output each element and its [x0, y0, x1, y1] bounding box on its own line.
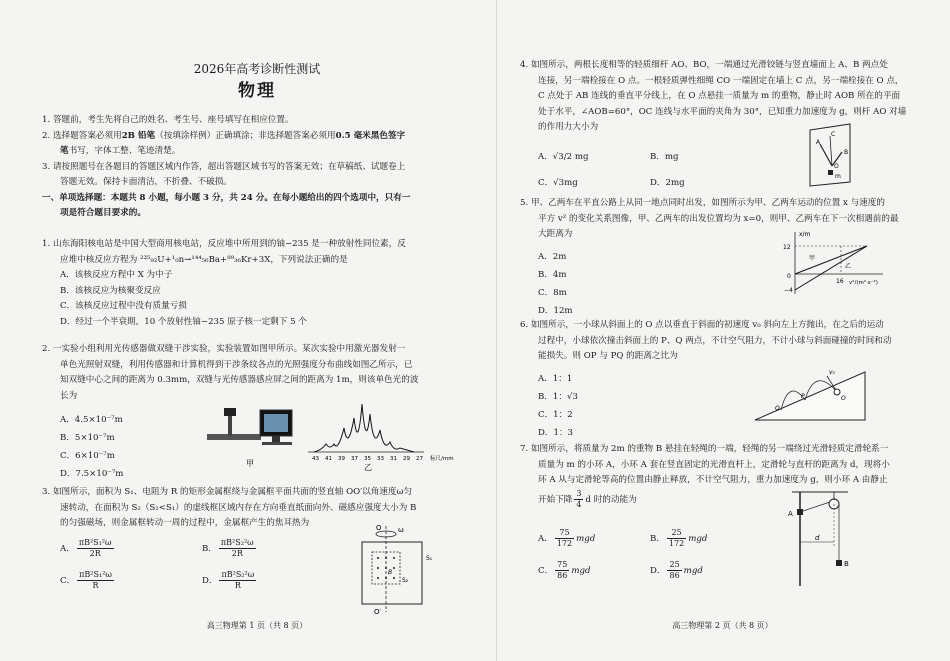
figure-label-yi: 乙	[364, 463, 372, 472]
q7-stem-2: 质量为 m 的小环 A，小环 A 套在竖直固定的光滑直杆上，定滑轮与直杆的距离为 d，现将小	[538, 459, 890, 470]
rope-to-ring	[800, 502, 830, 512]
q2-figure-apparatus	[202, 404, 302, 470]
q1-stem-cont: 应堆中核反应方程为 ²³⁵₉₂U+¹₀n→¹⁴⁴₅₆Ba+⁸⁹₃₆Kr+3X，下列说法正确的是	[60, 254, 348, 265]
q3-option-b[interactable]: B． $\frac{\text{πB²S₂²ω}}{2R}$	[202, 538, 254, 558]
q6-option-b[interactable]: B．1：√3	[538, 392, 578, 402]
q3-stem-2: 速转动，在面积为 S₂（S₂<S₁）的虚线框区域内存在方向垂直纸面向外、磁感应强度大小为 B	[60, 502, 417, 513]
axis-tick-label: 29	[403, 456, 410, 462]
q1-option-c[interactable]: C．该核反应过程中没有质量亏损	[60, 301, 187, 311]
axis-tick-label: 41	[325, 456, 332, 462]
monitor-stand	[272, 436, 280, 442]
y-tick-12: 12	[783, 244, 791, 251]
q2-option-c[interactable]: C．6×10⁻⁷m	[60, 451, 115, 461]
weight	[828, 170, 833, 175]
notice-1: 1. 答题前，考生先将自己的姓名、考生号、座号填写在相应位置。	[42, 115, 294, 125]
q4-option-a[interactable]: A．√3/2 mg	[538, 152, 589, 162]
q7-stem-4: 开始下降 $\frac{3}{4}$ d 时的动能为	[538, 488, 637, 509]
q6-option-d[interactable]: D．1：3	[538, 428, 574, 438]
label-B: B	[844, 149, 849, 156]
q4-stem-2: 连接，另一端栓接在 O 点。一根轻质弹性细绳 CO 一端固定在墙上 C 点，另一端栓接在 O 点，	[538, 75, 904, 86]
q4-option-b[interactable]: B．mg	[650, 152, 679, 162]
question-3: 3. 如图所示，面积为 S₁、电阻为 R 的矩形金属框绕与金属框平面共面的竖直轴 OO′以角速度ω匀 速转动，在面积为 S₂（S₂<S₁）的虚线框区域内存在方向垂直纸面向外、磁感应强度大小为 B 的匀强磁场，则金属框转动一周的过程中，金属框产生的焦耳热为	[42, 485, 472, 532]
x-label: v²/(m²·s⁻²)	[849, 280, 878, 286]
label-O: O	[841, 395, 846, 402]
ball	[834, 389, 840, 395]
label-O-prime: O′	[374, 608, 382, 616]
q2-option-b[interactable]: B．5×10⁻⁷m	[60, 433, 115, 443]
axis-tick-label: 37	[351, 456, 358, 462]
q5-graph	[765, 228, 890, 300]
label-d: d	[815, 534, 820, 542]
cord-CO	[830, 136, 832, 166]
left-page	[42, 0, 472, 661]
axis-tick-label: 35	[364, 456, 371, 462]
q1-stem: 山东海阳核电站是中国大型商用核电站，反应堆中所用到的铀−235 是一种放射性同位素，反	[52, 239, 406, 249]
q3-figure	[342, 520, 452, 616]
origin-label: 0	[787, 273, 791, 280]
section-heading: 一、单项选择题：本题共 8 小题，每小题 3 分，共 24 分。在每小题给出的四个选项中，只有一	[42, 192, 411, 203]
monitor-screen	[264, 414, 288, 432]
label-O: O	[834, 163, 839, 170]
label-S2: S₂	[402, 577, 409, 584]
y-label: x/m	[799, 231, 811, 238]
q5-stem: 甲、乙两车在平直公路上从同一地点同时出发，如图所示为甲、乙两车运动的位置 x 与速度的	[530, 198, 885, 208]
optical-bench	[207, 434, 261, 440]
q2-option-d[interactable]: D．7.5×10⁻⁷m	[60, 469, 124, 479]
q5-option-c[interactable]: C．8m	[538, 288, 567, 298]
q6-stem: 如图所示，一小球从斜面上的 O 点以垂直于斜面的初速度 v₀ 斜向左上方抛出，在之后的运动	[530, 320, 884, 330]
notices	[42, 113, 472, 222]
incline	[755, 372, 865, 420]
axis-tick-label: 31	[390, 456, 397, 462]
question-7: 7. 如图所示，将质量为 2m 的重物 B 悬挂在轻绳的一端，轻绳的另一端绕过光滑轻质定滑轮系一 质量为 m 的小环 A，小环 A 套在竖直固定的光滑直杆上，定滑轮与直杆的距离为 d，现将小 环 A 从与定滑轮等高的位置由静止释放，不计空气阻力，重力加速度为 g，则小环 A 由静止 开始下降 $\frac{3}{4}$ d 时的动能为	[520, 442, 925, 510]
q5-stem-2: 平方 v² 的变化关系图像，甲、乙两车的出发位置均为 x=0，则甲、乙两车在下一次相遇前的最	[538, 213, 899, 224]
q5-option-b[interactable]: B．4m	[538, 270, 567, 280]
question-5: 5. 甲、乙两车在平直公路上从同一地点同时出发，如图所示为甲、乙两车运动的位置 x 与速度的 平方 v² 的变化关系图像，甲、乙两车的出发位置均为 x=0，则甲、乙两车在下一次相遇前的最 大距离为	[520, 196, 925, 243]
subject-title: 物理	[238, 81, 276, 101]
monitor-base	[262, 442, 292, 445]
q3-option-a[interactable]: A． $\frac{\text{πB²S₁²ω}}{2R}$	[60, 538, 112, 558]
q2-option-a[interactable]: A．4.5×10⁻⁷m	[60, 415, 123, 425]
label-A: A	[816, 139, 821, 146]
q5-stem-3: 大距离为	[538, 229, 573, 239]
label-Q: Q	[775, 405, 780, 412]
axis-tick-label: 39	[338, 456, 345, 462]
q4-option-d[interactable]: D．2mg	[650, 178, 685, 188]
label-m: m	[835, 173, 841, 180]
q7-figure	[782, 486, 852, 590]
label-A: A	[788, 510, 793, 518]
q4-stem-5: 的作用力大小为	[538, 122, 599, 132]
axis-tick-label: 27	[416, 456, 423, 462]
weight-B	[836, 560, 842, 566]
q5-option-d[interactable]: D．12m	[538, 306, 573, 316]
question-1: 1. 山东海阳核电站是中国大型商用核电站，反应堆中所用到的铀−235 是一种放射性同位素，反 应堆中核反应方程为 ²³⁵₉₂U+¹₀n→¹⁴⁴₅₆Ba+⁸⁹₃₆Kr+3X，下列说法正确的是 A．该核反应方程中 X 为中子 B．该核反应为核聚变反应 C．该核反应过程中没有质量亏损 D．经过一个半衰期，10 个放射性铀−235 原子核一定剩下 5 个	[42, 237, 472, 330]
q2-figure-intensity	[304, 400, 472, 472]
question-2: 2. 一实验小组利用光传感器做双缝干涉实验，实验装置如图甲所示。某次实验中用激光器发射一 单色光照射双缝，利用传感器和计算机得到干涉条纹各点的光照强度分布曲线如图乙所示，已 知双缝中心之间的距离为 0.3mm，双缝与光传感器感应屏之间的距离为 1m，则该单色光的波 长为	[42, 342, 472, 404]
label-P: P	[801, 393, 805, 400]
q3-stem-3: 的匀强磁场，则金属框转动一周的过程中，金属框产生的焦耳热为	[60, 518, 310, 528]
question-4: 4. 如图所示，两根长度相等的轻质细杆 AO、BO，一端通过光滑铰链与竖直墙面上 A、B 两点处 连接，另一端栓接在 O 点。一根轻质弹性细绳 CO 一端固定在墙上 C 点，另一端栓接在 O 点， C 点处于 AB 连线的垂直平分线上，在 O 点悬挂一质量为 m 的重物，静止时 AOB 所在的平面 处于水平，∠AOB=60°，OC 连线与水平面的夹角为 30°，已知重力加速度为 g，则杆 AO 对墙 的作用力大小为	[520, 58, 925, 136]
figure-label-jia: 甲	[246, 459, 254, 468]
q7-option-c[interactable]: C． $\frac{75}{86}$ mgd	[538, 560, 591, 580]
q1-option-d[interactable]: D．经过一个半衰期，10 个放射性铀−235 原子核一定剩下 5 个	[60, 316, 307, 327]
q7-option-b[interactable]: B． $\frac{25}{172}$ mgd	[650, 528, 708, 548]
q6-stem-3: 能损失。则 OP 与 PQ 的距离之比为	[538, 351, 678, 361]
q6-option-c[interactable]: C．1：2	[538, 410, 573, 420]
q6-option-a[interactable]: A．1：1	[538, 374, 573, 384]
q4-stem-4: 处于水平，∠AOB=60°，OC 连线与水平面的夹角为 30°，已知重力加速度为 g，则杆 AO 对墙	[538, 106, 907, 117]
notice-2: 2. 选择题答案必须用2B 铅笔（按填涂样例）正确填涂；非选择题答案必须用0.5 毫米黑色签字	[42, 130, 406, 141]
q7-stem: 如图所示，将质量为 2m 的重物 B 悬挂在轻绳的一端，轻绳的另一端绕过光滑轻质定滑轮系一	[530, 444, 889, 454]
q3-option-d[interactable]: D． $\frac{\text{πB²S₂²ω}}{R}$	[202, 570, 255, 590]
q2-stem-2: 单色光照射双缝，利用传感器和计算机得到干涉条纹各点的光照强度分布曲线如图乙所示，已	[60, 359, 413, 370]
notice-3-cont: 答题无效。保持卡面清洁，不折叠、不破损。	[60, 177, 232, 187]
laser	[224, 408, 236, 416]
label-v0: v₀	[829, 369, 835, 376]
axis-unit: 标尺/mm	[430, 456, 454, 462]
q6-stem-2: 过程中，小球依次撞击斜面上的 P、Q 两点，不计空气阻力，不计小球与斜面碰撞的时间和动	[538, 335, 892, 346]
label-O: O	[376, 524, 382, 532]
label-B: B	[844, 560, 849, 568]
label-C: C	[831, 131, 836, 138]
q6-figure	[745, 364, 875, 426]
q5-option-a[interactable]: A．2m	[538, 252, 567, 262]
q1-option-b[interactable]: B．该核反应为核聚变反应	[60, 285, 161, 296]
axis-ticks	[312, 456, 423, 462]
axis-tick-label: 33	[377, 456, 384, 462]
q7-option-d[interactable]: D． $\frac{25}{86}$ mgd	[650, 560, 703, 580]
axis-tick-label: 43	[312, 456, 319, 462]
q7-stem-3: 环 A 从与定滑轮等高的位置由静止释放，不计空气阻力，重力加速度为 g，则小环 A 由静止	[538, 475, 888, 485]
notice-2-cont: 笔书写，字体工整、笔迹清楚。	[60, 146, 181, 156]
label-omega: ω	[398, 526, 404, 534]
q7-option-a[interactable]: A． $\frac{75}{172}$ mgd	[538, 528, 596, 548]
intensity-curve	[314, 404, 414, 452]
q2-stem-4: 长为	[60, 390, 78, 401]
q3-stem: 如图所示，面积为 S₁、电阻为 R 的矩形金属框绕与金属框平面共面的竖直轴 OO′以角速度ω匀	[52, 487, 413, 497]
line-jia	[795, 246, 867, 274]
q2-stem: 一实验小组利用光传感器做双缝干涉实验，实验装置如图甲所示。某次实验中用激光器发射一	[52, 344, 406, 354]
right-page	[520, 0, 925, 661]
label-yi: 乙	[845, 263, 852, 270]
page-fold	[496, 0, 497, 661]
ring-A	[797, 509, 803, 515]
label-B: B	[388, 569, 393, 576]
section-heading-cont: 项是符合题目要求的。	[60, 208, 146, 218]
exam-title: 2026年高考诊断性测试	[193, 62, 321, 76]
q3-option-c[interactable]: C． $\frac{\text{πB²S₁²ω}}{R}$	[60, 570, 112, 590]
notice-3: 3. 请按照题号在各题目的答题区域内作答，超出答题区域书写的答案无效；在草稿纸、试题卷上	[42, 161, 406, 172]
page-1-footer: 高三物理第 1 页（共 8 页）	[206, 621, 308, 630]
x-tick-16: 16	[836, 278, 844, 285]
field-dots	[377, 557, 395, 579]
y-tick-neg4: −4	[784, 287, 793, 294]
q2-stem-3: 知双缝中心之间的距离为 0.3mm，双缝与光传感器感应屏之间的距离为 1m，则该单色光的波	[60, 375, 419, 385]
q4-figure	[800, 122, 870, 188]
q1-option-a[interactable]: A．该核反应方程中 X 为中子	[60, 270, 173, 280]
q4-stem: 如图所示，两根长度相等的轻质细杆 AO、BO，一端通过光滑铰链与竖直墙面上 A、B 两点处	[530, 60, 888, 70]
label-S1: S₁	[426, 555, 433, 562]
q4-option-c[interactable]: C．√3mg	[538, 178, 578, 188]
page-2-footer: 高三物理第 2 页（共 8 页）	[672, 621, 773, 630]
q4-stem-3: C 点处于 AB 连线的垂直平分线上，在 O 点悬挂一质量为 m 的重物，静止时 AOB 所在的平面	[538, 91, 901, 101]
rod-AO	[820, 144, 832, 166]
question-6: 6. 如图所示，一小球从斜面上的 O 点以垂直于斜面的初速度 v₀ 斜向左上方抛出，在之后的运动 过程中，小球依次撞击斜面上的 P、Q 两点，不计空气阻力，不计小球与斜面碰撞的时间和动 能损失。则 OP 与 PQ 的距离之比为	[520, 318, 925, 365]
label-jia: 甲	[809, 255, 816, 262]
